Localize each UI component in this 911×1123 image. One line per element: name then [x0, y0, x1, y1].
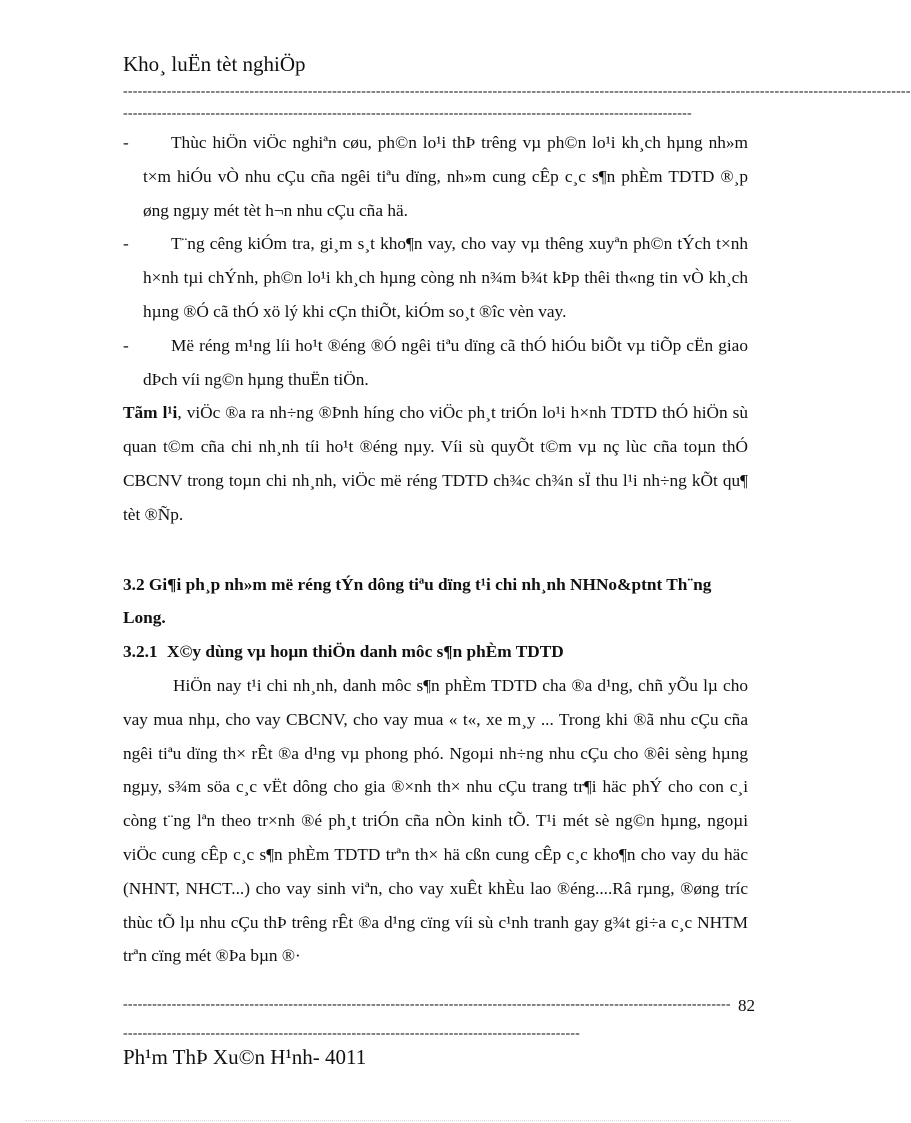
summary-paragraph: [123, 396, 748, 531]
summary-text: , viÖc ®a ra nh÷ng ®Þnh híng cho viÖc ph¸t triÓn lo¹i h×nh TDTD thÓ hiÖn sù quan t©m cña chi nh¸nh tíi ho¹t ®éng nµy. Víi sù quyÕt t©m vµ nç lùc cña toµn thÓ CBCNV trong toµn chi nh¸nh, viÖc më réng TDTD ch¾c ch¾n sÏ thu l¹i nh÷ng kÕt qu¶ tèt ®Ñp.: [123, 403, 748, 524]
bullet-text: T¨ng cêng kiÓm tra, gi¸m s¸t kho¶n vay, cho vay vµ thêng xuyªn ph©n tÝch t×nh h×nh tµi chÝnh, ph©n lo¹i kh¸ch hµng còng nh n¾m b¾t kÞp thêi th«ng tin vÒ kh¸ch hµng ®Ó cã thÓ xö lý khi cÇn thiÕt, kiÓm so¸t ®îc vèn vay.: [143, 234, 748, 321]
bullet-dash: -: [123, 234, 129, 254]
subsection-heading: [123, 635, 748, 669]
body-text: [123, 126, 748, 973]
footer-rule-bottom: ----------------------------------------------------------------------------------------------: [123, 1026, 581, 1041]
bullet-text: Më réng m¹ng líi ho¹t ®éng ®Ó ngêi tiªu dïng cã thÓ hiÓu biÕt vµ tiÕp cËn giao dÞch víi ng©n hµng thuËn tiÖn.: [143, 335, 748, 389]
footer-author: Ph¹m ThÞ Xu©n H¹nh- 4011: [123, 1045, 367, 1069]
bullet-item: [123, 227, 748, 328]
header-rule-bottom: ---------------------------------------------------------------------------------------------------------------------: [123, 106, 692, 121]
page-number: 82: [738, 996, 755, 1015]
body-paragraph: HiÖn nay t¹i chi nh¸nh, danh môc s¶n phÈm TDTD cha ®a d¹ng, chñ yÕu lµ cho vay mua nhµ, cho vay CBCNV, cho vay mua « t«, xe m¸y ... Trong khi ®ã nhu cÇu cña ngêi tiªu dïng th× rÊt ®a d¹ng vµ phong phó. Ngoµi nh÷ng nhu cÇu cho ®êi sèng hµng ngµy, s¾m söa c¸c vËt dông cho gia ®×nh th× nhu cÇu trang tr¶i häc phÝ cho con c¸i còng t¨ng lªn theo tr×nh ®é ph¸t triÓn cña nÒn kinh tÕ. T¹i mét sè ng©n hµng, ngoµi viÖc cung cÊp c¸c s¶n phÈm TDTD trªn th× hä cßn cung cÊp c¸c kho¶n cho vay du häc (NHNT, NHCT...) cho vay sinh viªn, cho vay xuÊt khÈu lao ®éng....Râ rµng, ®øng tríc thùc tÕ lµ nhu cÇu thÞ trêng rÊt ®a d¹ng cïng víi sù c¹nh tranh gay g¾t gi÷a c¸c NHTM trªn cïng mét ®Þa bµn ®·: [123, 675, 748, 966]
bullet-dash: -: [123, 335, 129, 355]
header-rule-top: ------------------------------------------------------------------------------------------------------------------------------------------------------------------: [123, 84, 911, 99]
subsection-title: X©y dùng vµ hoµn thiÖn danh môc s¶n phÈm TDTD: [167, 642, 564, 662]
summary-lead: Tãm l¹i: [123, 403, 178, 423]
bullet-text: Thùc hiÖn viÖc nghiªn cøu, ph©n lo¹i thÞ trêng vµ ph©n lo¹i kh¸ch hµng nh»m t×m hiÓu vÒ nhu cÇu cña ngêi tiªu dïng, nh»m cung cÊp c¸c s¶n phÈm TDTD ®¸p øng ngµy mét tèt h¬n nhu cÇu cña hä.: [143, 133, 748, 220]
page-edge-divider: [25, 1120, 791, 1121]
section-heading: 3.2 Gi¶i ph¸p nh»m më réng tÝn dông tiªu dïng t¹i chi nh¸nh NHNo&ptnt Th¨ng Long.: [123, 574, 712, 628]
header-title: Kho¸ luËn tèt nghiÖp: [123, 52, 306, 76]
subsection-number: 3.2.1: [123, 642, 158, 662]
bullet-dash: -: [123, 133, 129, 152]
bullet-item: [123, 126, 748, 227]
bullet-item: [123, 329, 748, 397]
footer-rule-top: -----------------------------------------------------------------------------------------------------------------------------: [123, 997, 731, 1012]
